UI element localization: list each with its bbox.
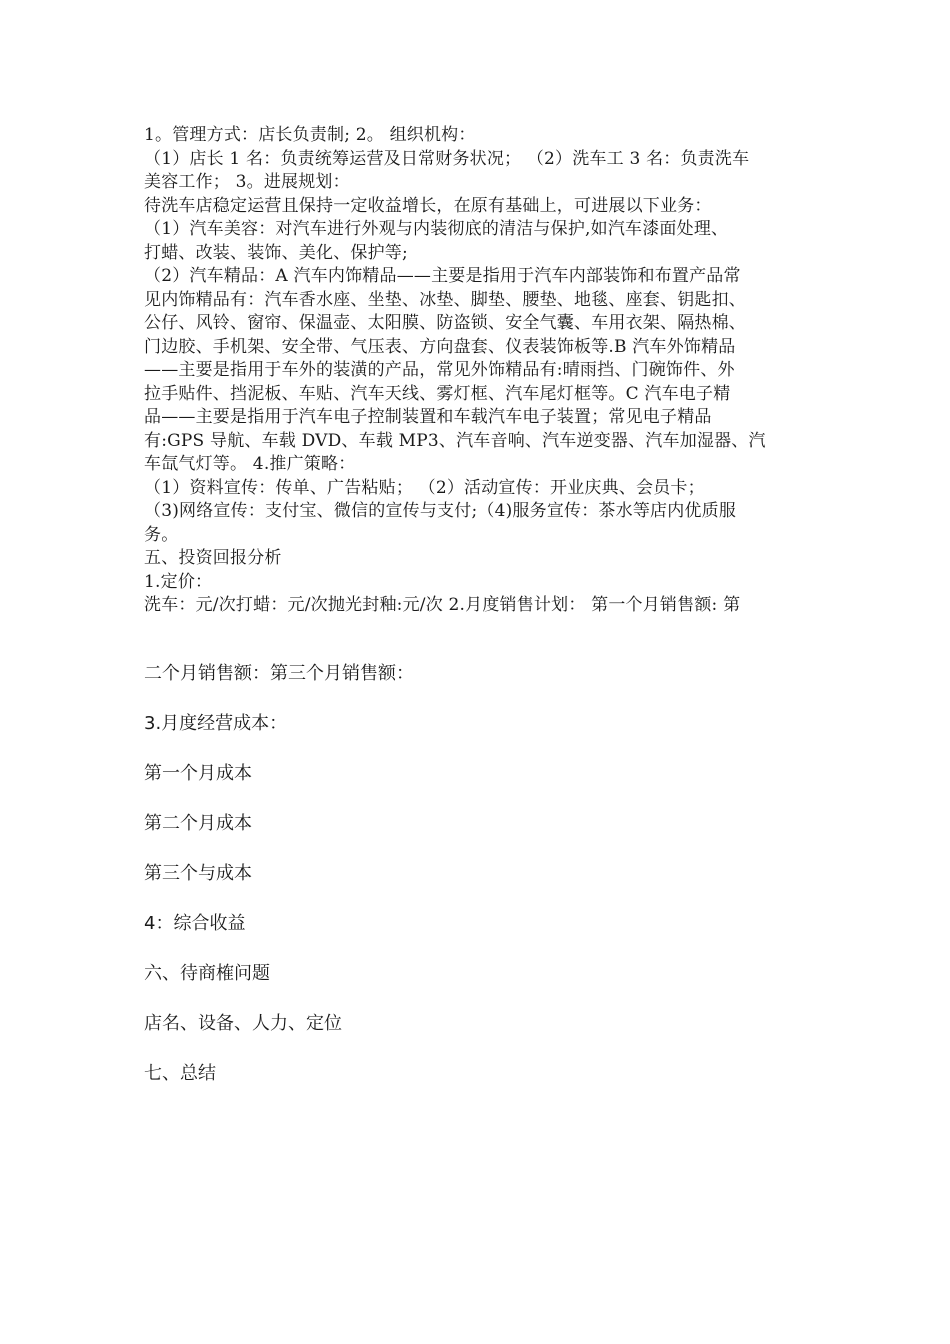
body-line: 1.定价： [144, 571, 213, 592]
body-line: 车氙气灯等。 4.推广策略： [144, 454, 356, 474]
document-body [144, 124, 814, 618]
body-line: （1）店长 1 名：负责统筹运营及日常财务状况； （2）洗车工 3 名：负责洗车 [144, 148, 750, 169]
body-line: （2）汽车精品：A 汽车内饰精品——主要是指用于汽车内部装饰和布置产品常 [144, 266, 741, 286]
body-line: 公仔、风铃、窗帘、保温壶、太阳膜、防盗锁、安全气囊、车用衣架、隔热棉、 [144, 313, 746, 333]
body-line: 品——主要是指用于汽车电子控制装置和车载汽车电子装置；常见电子精品 [144, 407, 712, 427]
body-line: （1）汽车美容：对汽车进行外观与内装彻底的清洁与保护,如汽车漆面处理、 [144, 219, 729, 239]
section-heading-issues: 六、待商榷问题 [144, 963, 270, 984]
body-line: 美容工作； 3。进展规划： [144, 172, 350, 192]
tail-line-third-month-cost: 第三个与成本 [144, 863, 252, 884]
body-line: 打蜡、改装、装饰、美化、保护等; [144, 242, 408, 263]
tail-line-second-month-cost: 第二个月成本 [144, 813, 252, 834]
body-line: （1）资料宣传：传单、广告粘贴； （2）活动宣传：开业庆典、会员卡； [144, 477, 705, 498]
tail-line-issues-list: 店名、设备、人力、定位 [144, 1013, 342, 1034]
tail-line-total-income: 4：综合收益 [144, 913, 246, 934]
body-line: 务。 [144, 524, 179, 545]
body-line: 洗车：元/次打蜡：元/次抛光封釉:元/次 2.月度销售计划： 第一个月销售额: 第 [144, 595, 741, 615]
section-heading-investment: 五、投资回报分析 [144, 548, 282, 568]
body-line: 见内饰精品有：汽车香水座、坐垫、冰垫、脚垫、腰垫、地毯、座套、钥匙扣、 [144, 289, 746, 310]
tail-line-first-month-cost: 第一个月成本 [144, 763, 252, 784]
body-line: ——主要是指用于车外的装潢的产品，常见外饰精品有:晴雨挡、门碗饰件、外 [144, 360, 735, 380]
section-heading-summary: 七、总结 [144, 1063, 216, 1084]
tail-line-monthly-cost: 3.月度经营成本： [144, 713, 288, 734]
body-line: （3)网络宣传：支付宝、微信的宣传与支付;（4)服务宣传：茶水等店内优质服 [144, 501, 737, 521]
body-line: 门边胶、手机架、安全带、气压表、方向盘套、仪表装饰板等.B 汽车外饰精品 [144, 336, 736, 357]
body-line: 有:GPS 导航、车载 DVD、车载 MP3、汽车音响、汽车逆变器、汽车加湿器、汽 [144, 430, 766, 451]
body-line: 待洗车店稳定运营且保持一定收益增长，在原有基础上，可进展以下业务： [144, 195, 712, 216]
body-line: 拉手贴件、挡泥板、车贴、汽车天线、雾灯框、汽车尾灯框等。C 汽车电子精 [144, 383, 731, 404]
tail-line-sales: 二个月销售额：第三个月销售额： [144, 663, 414, 684]
body-line: 1。管理方式：店长负责制; 2。 组织机构： [144, 125, 476, 145]
